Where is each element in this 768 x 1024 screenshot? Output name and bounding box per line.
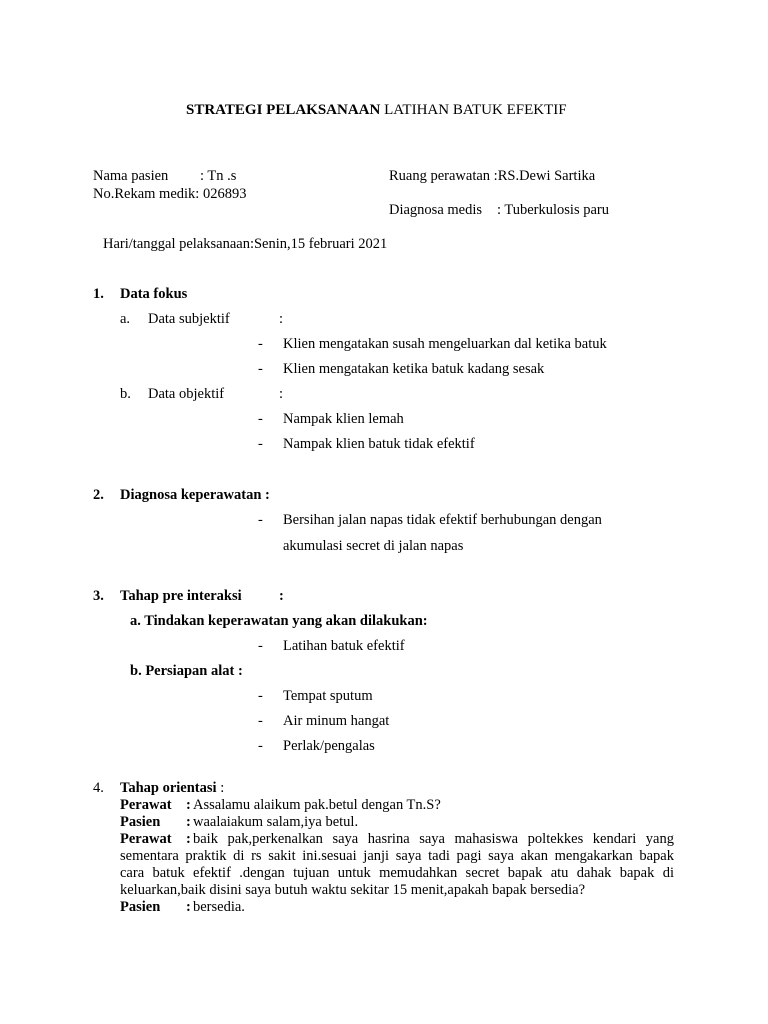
dialog-speaker: Pasien (120, 814, 161, 830)
data-objektif-colon: : (279, 386, 284, 402)
diagnosa-item-line1: Bersihan jalan napas tidak efektif berhubungan dengan (283, 512, 602, 528)
bullet-dash: - (258, 638, 263, 654)
diagnosa-medis-label: Diagnosa medis (389, 202, 483, 218)
bullet-dash: - (258, 688, 263, 704)
dialog-text: bersedia. (193, 899, 245, 915)
dialog-colon: : (186, 814, 191, 830)
dialog-colon: : (186, 899, 191, 915)
dialog-continuation-line: keluarkan,baik disini saya butuh waktu sekitar 15 menit,apakah bapak bersedia? (120, 882, 586, 898)
nama-pasien-value: : Tn .s (200, 168, 237, 184)
bullet-dash: - (258, 738, 263, 754)
bullet-dash: - (258, 512, 263, 528)
rekam-medik: No.Rekam medik: 026893 (93, 186, 247, 202)
section1-a-marker: a. (120, 311, 131, 327)
section4-heading: Tahap orientasi (120, 780, 217, 796)
alat-item: Air minum hangat (283, 713, 390, 729)
section3-a-heading: a. Tindakan keperawatan yang akan dilakukan: (130, 613, 428, 629)
section4-number: 4. (93, 780, 104, 796)
section3-number: 3. (93, 588, 104, 604)
data-subjektif-colon: : (279, 311, 284, 327)
subjektif-item: Klien mengatakan ketika batuk kadang sesak (283, 361, 545, 377)
section1-heading: Data fokus (120, 286, 188, 302)
dialog-speaker: Perawat (120, 831, 172, 847)
alat-item: Tempat sputum (283, 688, 373, 704)
dialog-text: waalaiakum salam,iya betul. (193, 814, 359, 830)
dialog-colon: : (186, 831, 191, 847)
section2-heading: Diagnosa keperawatan : (120, 487, 270, 503)
objektif-item: Nampak klien batuk tidak efektif (283, 436, 475, 452)
dialog-speaker: Perawat (120, 797, 172, 813)
tindakan-item: Latihan batuk efektif (283, 638, 405, 654)
bullet-dash: - (258, 713, 263, 729)
diagnosa-item-line2: akumulasi secret di jalan napas (283, 538, 464, 554)
section3-b-heading: b. Persiapan alat : (130, 663, 243, 679)
bullet-dash: - (258, 436, 263, 452)
document-title (186, 103, 567, 118)
objektif-item: Nampak klien lemah (283, 411, 404, 427)
section2-number: 2. (93, 487, 104, 503)
dialog-continuation-line: cara batuk efektif .dengan tujuan untuk memudahkan secret bapak atu dahak bapak di (120, 865, 674, 881)
diagnosa-medis-value: : Tuberkulosis paru (497, 202, 609, 218)
data-subjektif-label: Data subjektif (148, 311, 230, 327)
title-normal-part: LATIHAN BATUK EFEKTIF (384, 102, 567, 118)
bullet-dash: - (258, 361, 263, 377)
bullet-dash: - (258, 411, 263, 427)
section3-heading: Tahap pre interaksi (120, 588, 242, 604)
dialog-continuation-line: sementara praktik di rs sakit ini.sesuai janji saya tadi pagi saya akan mengakarkan bapak (120, 848, 674, 864)
data-objektif-label: Data objektif (148, 386, 225, 402)
section1-b-marker: b. (120, 386, 131, 402)
section1-number: 1. (93, 286, 104, 302)
title-bold-part: STRATEGI PELAKSANAAN (186, 102, 381, 118)
nama-pasien-label: Nama pasien (93, 168, 169, 184)
bullet-dash: - (258, 336, 263, 352)
dialog-text: baik pak,perkenalkan saya hasrina saya mahasiswa poltekkes kendari yang (193, 831, 674, 847)
ruang-perawatan: Ruang perawatan :RS.Dewi Sartika (389, 168, 596, 184)
alat-item: Perlak/pengalas (283, 738, 375, 754)
dialog-colon: : (186, 797, 191, 813)
section4-heading-wrap (120, 781, 224, 796)
dialog-text: Assalamu alaikum pak.betul dengan Tn.S? (193, 797, 441, 813)
hari-tanggal: Hari/tanggal pelaksanaan:Senin,15 februari 2021 (103, 236, 388, 252)
section3-colon: : (279, 588, 284, 604)
dialog-speaker: Pasien (120, 899, 161, 915)
subjektif-item: Klien mengatakan susah mengeluarkan dal ketika batuk (283, 336, 607, 352)
section4-heading-colon: : (216, 780, 225, 796)
